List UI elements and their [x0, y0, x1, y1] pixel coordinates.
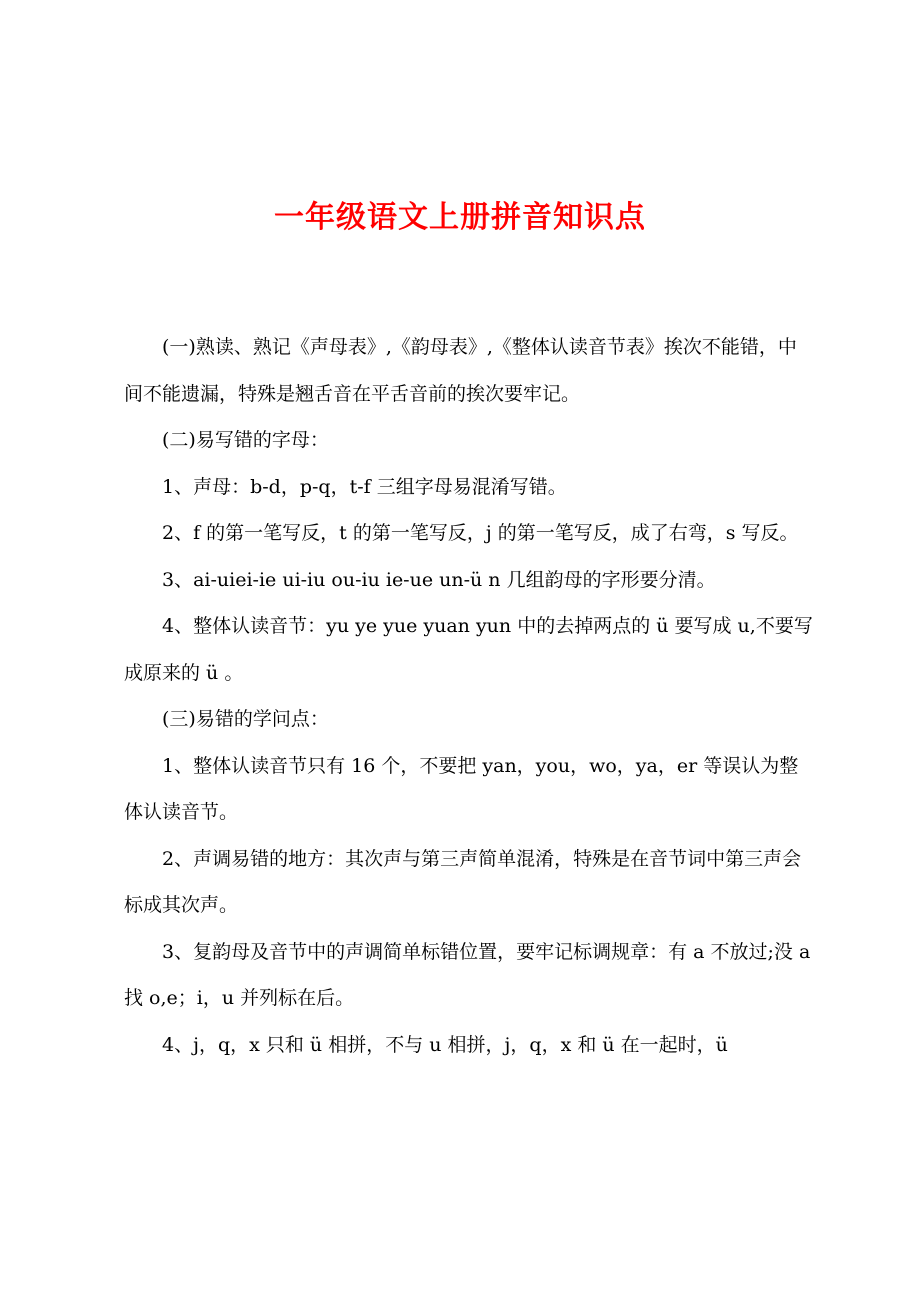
- paragraph: 1、声母：b-d，p-q，t-f 三组字母易混淆写错。: [162, 475, 567, 498]
- paragraph: (一)熟读、熟记《声母表》,《韵母表》,《整体认读音节表》挨次不能错，中间不能遗漏，特殊是翘舌音在平舌音前的挨次要牢记。: [124, 336, 797, 405]
- paragraph: 3、ai-uiei-ie ui-iu ou-iu ie-ue un-ü n 几组韵母的字形要分清。: [162, 568, 716, 591]
- paragraph: 3、复韵母及音节中的声调简单标错位置，要牢记标调规章：有 a 不放过;没 a 找 o,e；i，u 并列标在后。: [124, 940, 811, 1009]
- paragraph: 4、j，q，x 只和 ü 相拼，不与 u 相拼，j，q，x 和 ü 在一起时，ü: [162, 1033, 728, 1056]
- document-body: [124, 324, 814, 1068]
- paragraph: 2、声调易错的地方：其次声与第三声简单混淆，特殊是在音节词中第三声会标成其次声。: [124, 847, 802, 916]
- paragraph: (二)易写错的字母：: [162, 429, 329, 451]
- paragraph: 4、整体认读音节：yu ye yue yuan yun 中的去掉两点的 ü 要写成 u,不要写成原来的 ü 。: [124, 615, 813, 684]
- paragraph: 1、整体认读音节只有 16 个，不要把 yan，you，wo，ya，er 等误认为整体认读音节。: [124, 754, 799, 823]
- paragraph: 2、f 的第一笔写反，t 的第一笔写反，j 的第一笔写反，成了右弯，s 写反。: [162, 522, 799, 544]
- paragraph: (三)易错的学问点：: [162, 708, 329, 730]
- document-title: 一年级语文上册拼音知识点: [274, 200, 646, 235]
